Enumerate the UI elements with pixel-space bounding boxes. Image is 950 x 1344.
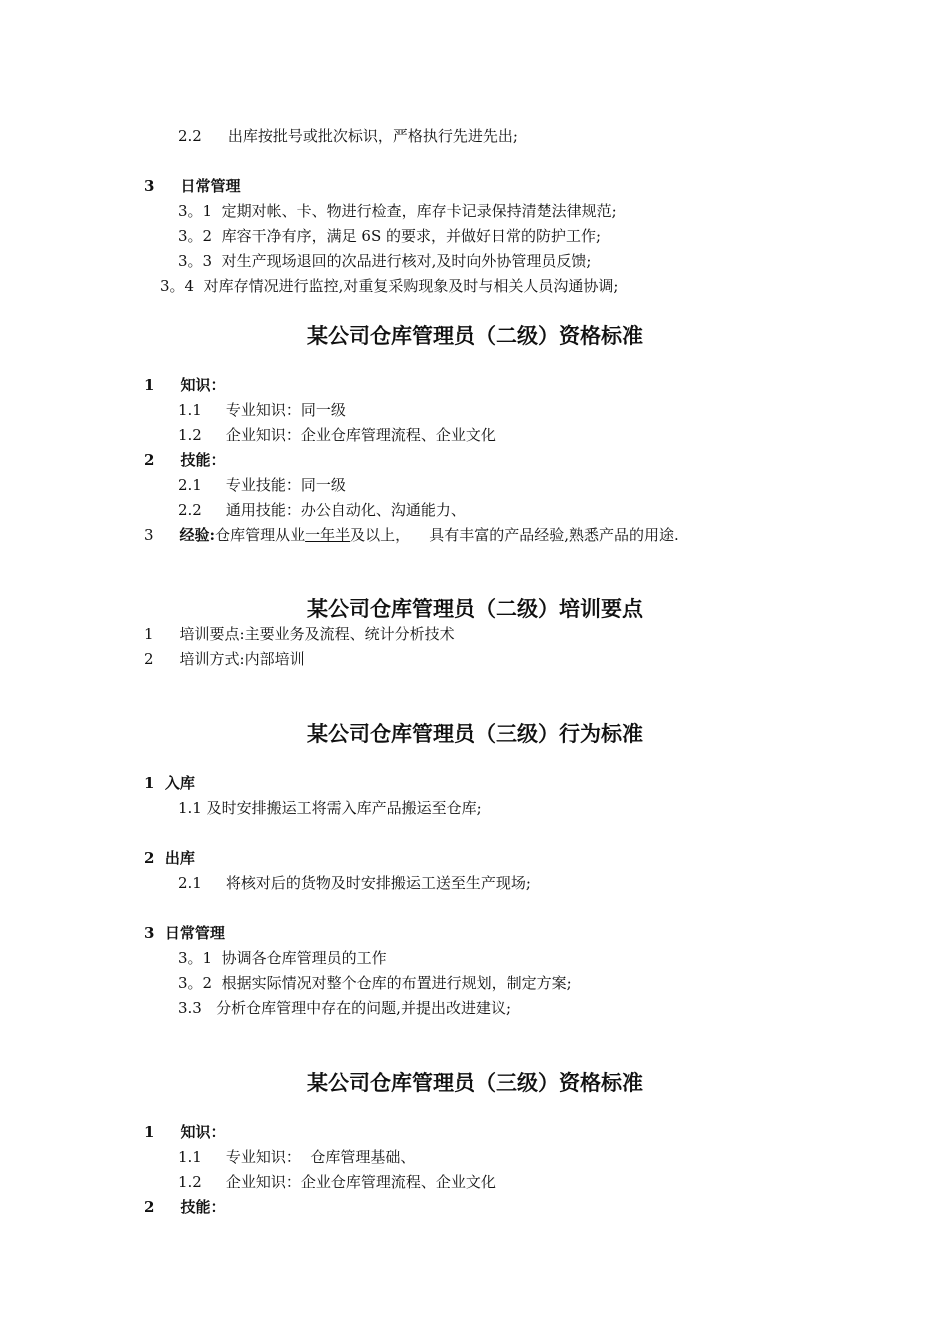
item-number: 1.1 — [178, 401, 202, 419]
section-label: 经验: — [179, 526, 216, 544]
section-label: 知识： — [180, 376, 226, 394]
section-title: 某公司仓库管理员（三级）行为标准 — [307, 722, 643, 746]
section-label: 入库 — [164, 774, 195, 792]
item-text: 协调各仓库管理员的工作 — [221, 949, 387, 967]
item-number: 2.1 — [178, 874, 202, 892]
section-label: 出库 — [164, 849, 195, 867]
list-item — [178, 251, 591, 271]
section-label: 日常管理 — [164, 924, 225, 942]
section-title: 某公司仓库管理员（二级）资格标准 — [307, 324, 643, 348]
list-item — [178, 400, 346, 420]
section-number: 3 — [144, 526, 154, 544]
list-item — [178, 873, 531, 893]
section-number: 2 — [144, 849, 155, 867]
list-item — [178, 998, 511, 1018]
list-item — [178, 973, 572, 993]
list-item — [160, 276, 618, 296]
item-number: 1.1 — [178, 1148, 202, 1166]
list-item — [178, 226, 601, 246]
list-item — [178, 475, 346, 495]
item-number: 1.2 — [178, 1173, 202, 1191]
list-item — [144, 624, 455, 644]
section-heading — [144, 1122, 225, 1142]
section-heading — [144, 848, 195, 868]
list-item — [178, 948, 387, 968]
item-number: 1.2 — [178, 426, 202, 444]
item-text: 库容干净有序，满足 6S 的要求，并做好日常的防护工作; — [221, 227, 602, 245]
section-heading — [144, 1197, 225, 1217]
section-title: 某公司仓库管理员（二级）培训要点 — [307, 597, 643, 621]
item-text: 专业知识：同一级 — [225, 401, 346, 419]
item-number: 2 — [144, 650, 154, 668]
section-title: 某公司仓库管理员（三级）资格标准 — [307, 1071, 643, 1095]
item-number: 3。2 — [178, 227, 213, 245]
list-item — [178, 126, 518, 146]
section-number: 1 — [144, 1123, 155, 1141]
item-number: 3。4 — [160, 277, 195, 295]
list-item — [178, 1172, 496, 1192]
section-label: 技能： — [180, 451, 226, 469]
item-text: 将核对后的货物及时安排搬运工送至生产现场; — [225, 874, 531, 892]
item-number: 3。3 — [178, 252, 213, 270]
item-text: 专业知识： 仓库管理基础、 — [225, 1148, 416, 1166]
item-number: 3。1 — [178, 202, 213, 220]
item-text: 分析仓库管理中存在的问题,并提出改进建议; — [216, 999, 511, 1017]
section-number: 2 — [144, 1198, 155, 1216]
section-label: 技能： — [180, 1198, 226, 1216]
section-label: 知识： — [180, 1123, 226, 1141]
section-number: 2 — [144, 451, 155, 469]
section-heading — [144, 176, 240, 196]
item-number: 3。1 — [178, 949, 213, 967]
section-number: 3 — [144, 924, 155, 942]
item-text: 专业技能：同一级 — [225, 476, 346, 494]
section-number: 1 — [144, 376, 155, 394]
item-number: 2.2 — [178, 501, 202, 519]
experience-text: 仓库管理从业 — [215, 526, 306, 544]
item-text: 对库存情况进行监控,对重复采购现象及时与相关人员沟通协调; — [203, 277, 619, 295]
list-item — [178, 201, 617, 221]
item-number: 1 — [144, 625, 154, 643]
item-number: 2.2 — [178, 127, 202, 145]
item-number: 2.1 — [178, 476, 202, 494]
section-heading — [144, 450, 225, 470]
list-item — [178, 1147, 415, 1167]
item-number: 3.3 — [178, 999, 202, 1017]
item-text: 培训方式:内部培训 — [179, 650, 305, 668]
section-heading — [144, 923, 225, 943]
item-number: 3。2 — [178, 974, 213, 992]
item-text: 培训要点:主要业务及流程、统计分析技术 — [179, 625, 455, 643]
section-number: 1 — [144, 774, 155, 792]
experience-text-rest: 及以上， 具有丰富的产品经验,熟悉产品的用途. — [350, 526, 679, 544]
item-text: 根据实际情况对整个仓库的布置进行规划，制定方案; — [221, 974, 572, 992]
list-item — [178, 500, 466, 520]
section-number: 3 — [144, 177, 155, 195]
section-title: 日常管理 — [180, 177, 241, 195]
section-heading — [144, 773, 195, 793]
item-text: 出库按批号或批次标识，严格执行先进先出; — [227, 127, 518, 145]
item-text: 企业知识：企业仓库管理流程、企业文化 — [225, 1173, 496, 1191]
list-item — [144, 649, 305, 669]
item-text: 通用技能：办公自动化、沟通能力、 — [225, 501, 466, 519]
list-item — [178, 425, 496, 445]
item-text: 对生产现场退回的次品进行核对,及时向外协管理员反馈; — [221, 252, 592, 270]
item-text: 1.1 及时安排搬运工将需入库产品搬运至仓库; — [178, 799, 482, 817]
section-heading — [144, 375, 225, 395]
list-item — [178, 798, 482, 818]
item-text: 定期对帐、卡、物进行检查，库存卡记录保持清楚法律规范; — [221, 202, 617, 220]
section-heading — [144, 525, 679, 545]
item-text: 企业知识：企业仓库管理流程、企业文化 — [225, 426, 496, 444]
experience-duration: 一年半 — [305, 526, 351, 544]
